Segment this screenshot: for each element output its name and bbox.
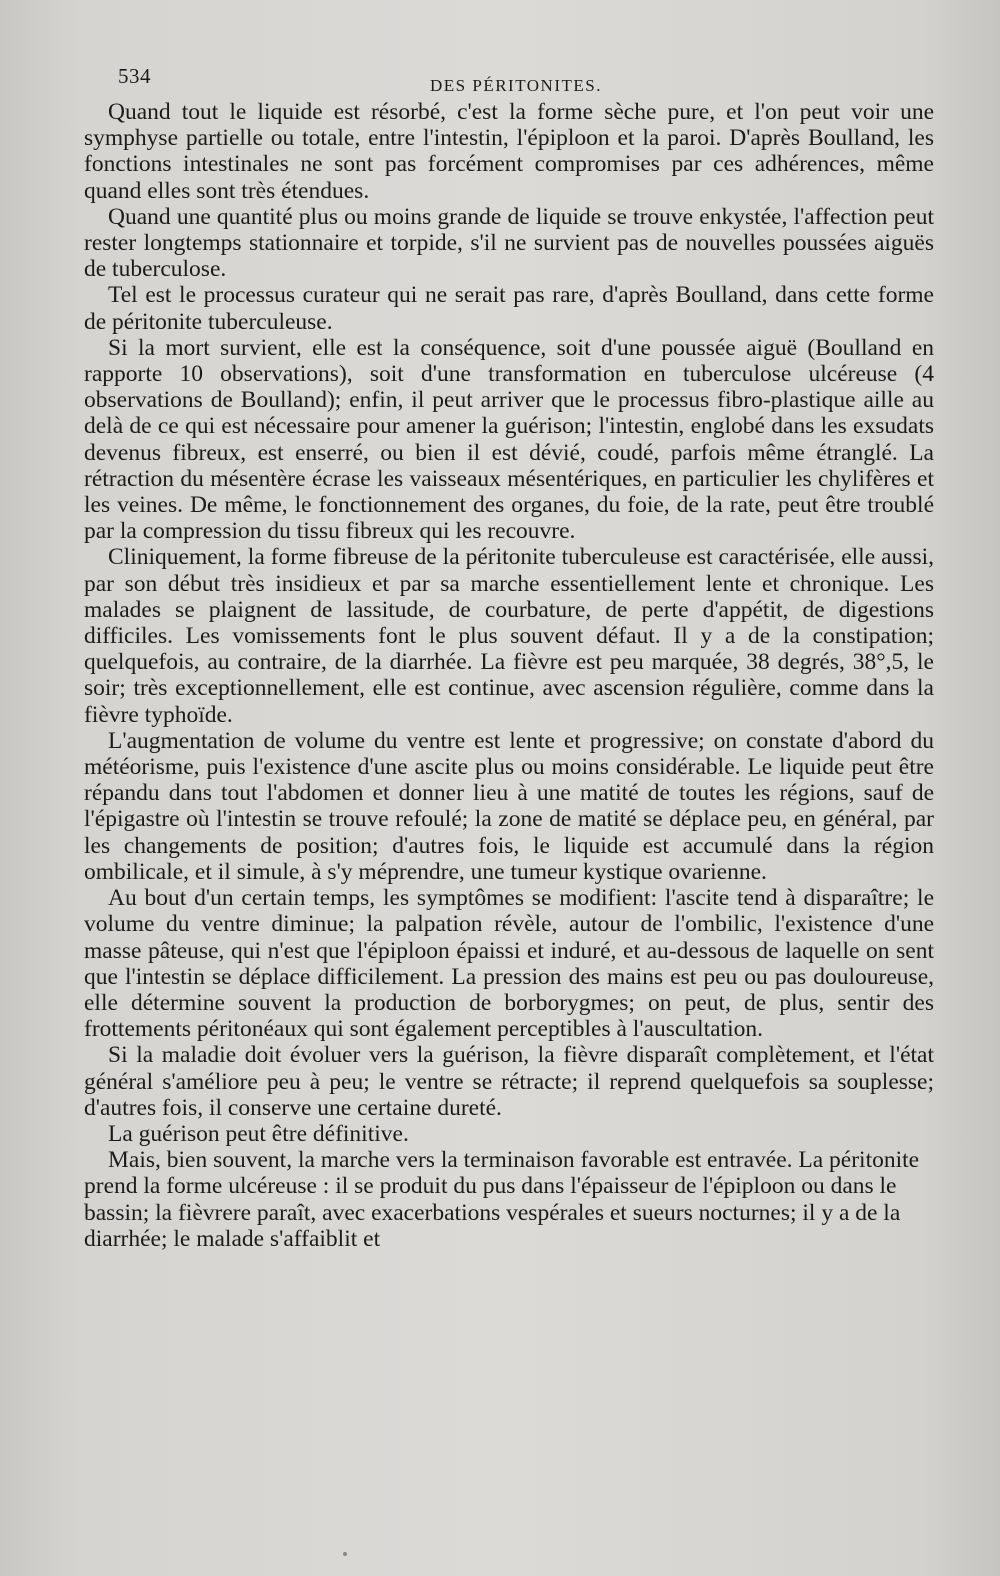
page-number: 534 xyxy=(118,64,151,88)
body-text xyxy=(84,99,934,1252)
running-title: DES PÉRITONITES. xyxy=(430,76,602,95)
page-header xyxy=(118,64,638,96)
paragraph: Tel est le processus curateur qui ne serait pas rare, d'après Boulland, dans cette forme de péritonite tuberculeuse. xyxy=(84,282,934,335)
paragraph: Cliniquement, la forme fibreuse de la péritonite tuberculeuse est caractérisée, elle aussi, par son début très insidieux et par sa marche essentiellement lente et chronique. Les malades se plaignent de lassitude, de courbature, de perte d'appétit, de digestions difficiles. Les vomissements font le plus souvent défaut. Il y a de la constipation; quelquefois, au contraire, de la diarrhée. La fièvre est peu marquée, 38 degrés, 38°,5, le soir; très exceptionnellement, elle est continue, avec ascension régulière, comme dans la fièvre typhoïde. xyxy=(84,544,934,728)
paragraph: Au bout d'un certain temps, les symptômes se modifient: l'ascite tend à disparaître; le volume du ventre diminue; la palpation révèle, autour de l'ombilic, l'existence d'une masse pâteuse, qui n'est que l'épiploon épaissi et induré, et au-dessous de laquelle on sent que l'intestin se déplace difficilement. La pression des mains est peu ou pas douloureuse, elle détermine souvent la production de borborygmes; on peut, de plus, sentir des frottements péritonéaux qui sont également perceptibles à l'auscultation. xyxy=(84,885,934,1043)
paper-speck xyxy=(343,1552,347,1556)
paragraph: Mais, bien souvent, la marche vers la terminaison favorable est entravée. La péritonite prend la forme ulcéreuse : il se produit du pus dans l'épaisseur de l'épiploon ou dans le bassin; la fièvrere paraît, avec exacerbations vespérales et sueurs nocturnes; il y a de la diarrhée; le malade s'affaiblit et xyxy=(84,1147,920,1252)
paragraph: La guérison peut être définitive. xyxy=(108,1120,409,1147)
paragraph: Si la maladie doit évoluer vers la guérison, la fièvre disparaît complètement, et l'état général s'améliore peu à peu; le ventre se rétracte; il reprend quelquefois sa souplesse; d'autres fois, il conserve une certaine dureté. xyxy=(84,1042,934,1121)
paragraph: L'augmentation de volume du ventre est lente et progressive; on constate d'abord du météorisme, puis l'existence d'une ascite plus ou moins considérable. Le liquide peut être répandu dans tout l'abdomen et donner lieu à une matité de toutes les régions, sauf de l'épigastre où l'intestin se trouve refoulé; la zone de matité se déplace peu, en général, par les changements de position; d'autres fois, le liquide est accumulé dans la région ombilicale, et il simule, à s'y méprendre, une tumeur kystique ovarienne. xyxy=(84,727,934,885)
paragraph: Si la mort survient, elle est la conséquence, soit d'une poussée aiguë (Boulland en rapporte 10 observations), soit d'une transformation en tuberculose ulcéreuse (4 observations de Boulland); enfin, il peut arriver que le processus fibro-plastique aille au delà de ce qui est nécessaire pour amener la guérison; l'intestin, englobé dans les exsudats devenus fibreux, est enserré, ou bien il est dévié, coudé, parfois même étranglé. La rétraction du mésentère écrase les vaisseaux mésentériques, en particulier les chylifères et les veines. De même, le fonctionnement des organes, du foie, de la rate, peut être troublé par la compression du tissu fibreux qui les recouvre. xyxy=(84,334,934,545)
paragraph: Quand tout le liquide est résorbé, c'est la forme sèche pure, et l'on peut voir une symphyse partielle ou totale, entre l'intestin, l'épiploon et la paroi. D'après Boulland, les fonctions intestinales ne sont pas forcément compromises par ces adhérences, même quand elles sont très étendues. xyxy=(84,99,934,204)
paragraph: Quand une quantité plus ou moins grande de liquide se trouve enkystée, l'affection peut rester longtemps stationnaire et torpide, s'il ne survient pas de nouvelles poussées aiguës de tuberculose. xyxy=(84,203,934,283)
